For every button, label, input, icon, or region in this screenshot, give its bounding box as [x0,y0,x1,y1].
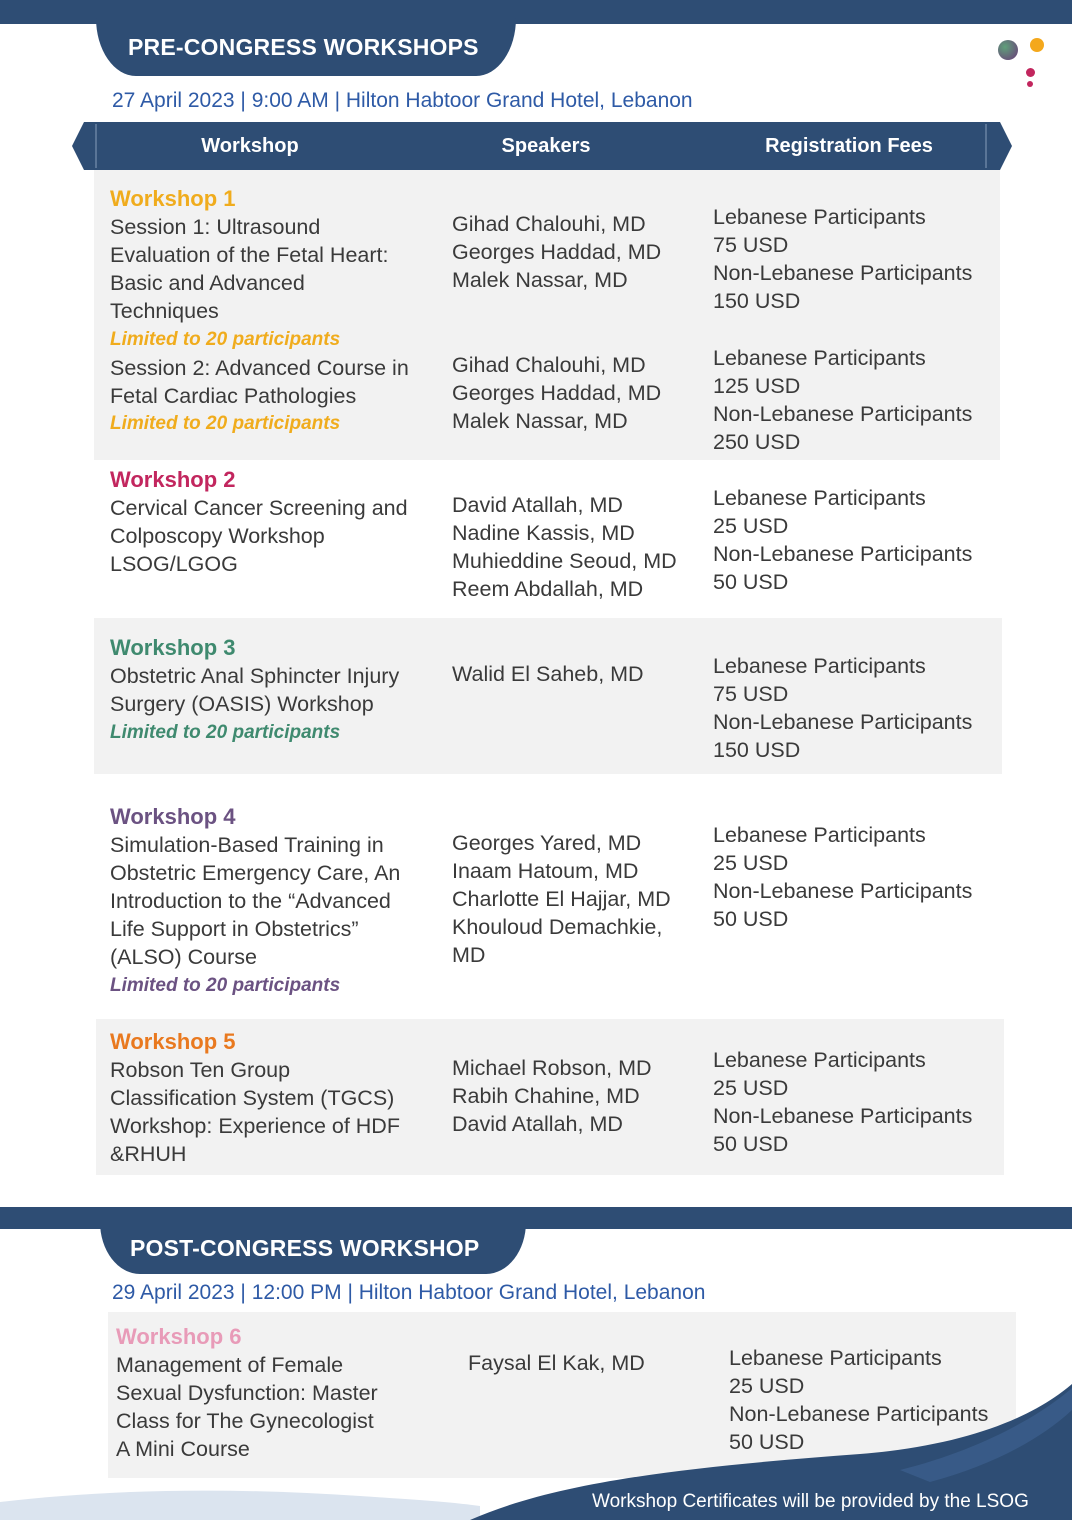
workshop-3-fees: Lebanese Participants 75 USD Non-Lebanese Participants 150 USD [713,654,973,762]
workshop-4-title: Workshop 4 [110,804,236,829]
post-dateline: 29 April 2023 | 12:00 PM | Hilton Habtoor Grand Hotel, Lebanon [112,1281,706,1304]
table-header [72,122,1012,170]
header-registration-fees: Registration Fees [765,135,933,157]
logo-dot-icon [1027,81,1033,87]
post-congress-title: POST-CONGRESS WORKSHOP [130,1234,480,1261]
workshop-4-speakers: Georges Yared, MD Inaam Hatoum, MD Charlotte El Hajjar, MD Khouloud Demachkie, MD [452,831,671,967]
workshop-1-session-2-limit: Limited to 20 participants [110,413,341,434]
workshop-3-desc: Obstetric Anal Sphincter Injury Surgery (OASIS) Workshop [110,664,400,716]
workshop-1-session-1-speakers: Gihad Chalouhi, MD Georges Haddad, MD Malek Nassar, MD [452,212,662,292]
workshop-5-fees: Lebanese Participants 25 USD Non-Lebanese Participants 50 USD [713,1048,973,1156]
workshop-2-title: Workshop 2 [110,467,236,492]
workshop-4-limit: Limited to 20 participants [110,975,341,996]
workshop-6-title: Workshop 6 [116,1324,242,1349]
workshop-6-fees: Lebanese Participants 25 USD Non-Lebanese Participants 50 USD [729,1346,989,1454]
header-workshop: Workshop [201,135,299,157]
pre-dateline: 27 April 2023 | 9:00 AM | Hilton Habtoor Grand Hotel, Lebanon [112,89,693,112]
post-congress-tab [100,1222,526,1274]
workshop-3-limit: Limited to 20 participants [110,722,341,743]
pre-congress-title: PRE-CONGRESS WORKSHOPS [128,33,479,60]
workshop-5-desc: Robson Ten Group Classification System (TGCS) Workshop: Experience of HDF &RHUH [110,1058,400,1166]
workshop-5-title: Workshop 5 [110,1029,236,1054]
workshop-3-title: Workshop 3 [110,635,236,660]
workshop-1-session-1-desc: Session 1: Ultrasound Evaluation of the Fetal Heart: Basic and Advanced Techniques [110,215,389,323]
workshop-6-speakers: Faysal El Kak, MD [468,1351,645,1375]
workshop-4-desc: Simulation-Based Training in Obstetric Emergency Care, An Introduction to the “Advanced Life Support in Obstetrics” (ALSO) Course [110,833,401,969]
workshop-1-session-1-fees: Lebanese Participants 75 USD Non-Lebanese Participants 150 USD [713,205,973,313]
workshop-1-session-2-desc: Session 2: Advanced Course in Fetal Cardiac Pathologies [110,356,409,408]
congress-logo-icon [990,34,1050,94]
workshop-6-desc: Management of Female Sexual Dysfunction: Master Class for The Gynecologist A Mini Course [116,1353,378,1461]
logo-dot-icon [1030,38,1044,52]
workshop-2-fees: Lebanese Participants 25 USD Non-Lebanese Participants 50 USD [713,486,973,594]
workshop-1-title: Workshop 1 [110,186,236,211]
workshop-2-speakers: David Atallah, MD Nadine Kassis, MD Muhieddine Seoud, MD Reem Abdallah, MD [452,493,677,601]
workshop-1-session-2-fees: Lebanese Participants 125 USD Non-Lebanese Participants 250 USD [713,346,973,454]
workshop-3-speakers: Walid El Saheb, MD [452,662,644,686]
workshop-2-desc: Cervical Cancer Screening and Colposcopy Workshop LSOG/LGOG [110,496,408,576]
workshop-1-session-1-limit: Limited to 20 participants [110,329,341,350]
pre-congress-tab [96,18,516,76]
logo-dot-icon [1026,68,1035,77]
footer-note: Workshop Certificates will be provided by the LSOG [592,1491,1029,1512]
logo-dot-icon [998,40,1018,60]
workshop-5-speakers: Michael Robson, MD Rabih Chahine, MD David Atallah, MD [452,1056,652,1136]
header-speakers: Speakers [501,135,591,157]
workshop-4-fees: Lebanese Participants 25 USD Non-Lebanese Participants 50 USD [713,823,973,931]
workshop-1-session-2-speakers: Gihad Chalouhi, MD Georges Haddad, MD Malek Nassar, MD [452,353,662,433]
